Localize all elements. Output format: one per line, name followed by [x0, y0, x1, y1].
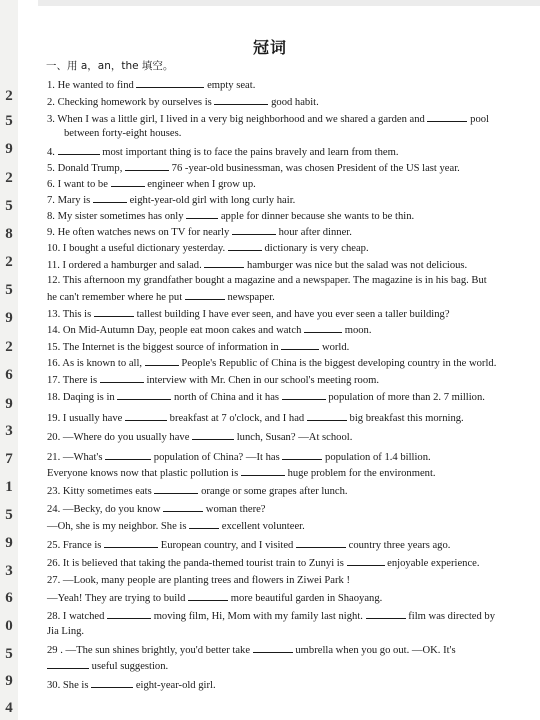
- margin-digit: 5: [5, 646, 13, 662]
- margin-digit: 5: [5, 198, 13, 214]
- answer-blank[interactable]: [281, 340, 319, 350]
- margin-digit: 7: [5, 451, 13, 467]
- answer-blank[interactable]: [111, 177, 145, 187]
- answer-blank[interactable]: [163, 502, 203, 512]
- question-text: lunch, Susan? —At school.: [236, 432, 353, 443]
- question-text: 9. He often watches news on TV for nearly: [47, 227, 230, 238]
- answer-blank[interactable]: [296, 538, 346, 548]
- question-line: [47, 340, 519, 354]
- question-text: Jia Ling.: [47, 626, 85, 637]
- question-text: film was directed by: [408, 611, 496, 622]
- question-text: 5. Donald Trump,: [47, 163, 123, 174]
- answer-blank[interactable]: [241, 466, 285, 476]
- margin-digit: 5: [5, 282, 13, 298]
- question-text: population of China? —It has: [153, 452, 280, 463]
- question-text: 11. I ordered a hamburger and salad.: [47, 260, 202, 271]
- question-text: 19. I usually have: [47, 413, 123, 424]
- answer-blank[interactable]: [347, 556, 385, 566]
- question-text: 1. He wanted to find: [47, 80, 134, 91]
- question-text: —Oh, she is my neighbor. She is: [47, 521, 187, 532]
- question-continuation: [47, 290, 519, 304]
- answer-blank[interactable]: [105, 450, 151, 460]
- question-line: [47, 258, 519, 272]
- answer-blank[interactable]: [282, 450, 322, 460]
- answer-blank[interactable]: [125, 161, 169, 171]
- question-continuation: [47, 659, 519, 673]
- question-line: [47, 574, 519, 587]
- question-line: [47, 95, 519, 109]
- margin-digit: 9: [5, 141, 13, 157]
- margin-digit: 5: [5, 113, 13, 129]
- question-text: more beautiful garden in Shaoyang.: [230, 593, 383, 604]
- question-text: 30. She is: [47, 680, 89, 691]
- question-line: [47, 323, 519, 337]
- question-text: population of 1.4 billion.: [325, 452, 431, 463]
- question-line: [47, 591, 519, 605]
- question-text: Everyone knows now that plastic pollution is: [47, 468, 239, 479]
- question-text: 14. On Mid-Autumn Day, people eat moon cakes and watch: [47, 325, 302, 336]
- question-line: [47, 78, 519, 92]
- answer-blank[interactable]: [185, 290, 225, 300]
- question-text: 15. The Internet is the biggest source of information in: [47, 342, 279, 353]
- question-text: north of China and it has: [174, 392, 280, 403]
- question-text: 24. —Becky, do you know: [47, 504, 161, 515]
- question-text: 21. —What's: [47, 452, 103, 463]
- question-text: —Yeah! They are trying to build: [47, 593, 186, 604]
- margin-digit: 8: [5, 226, 13, 242]
- question-line: [47, 307, 519, 321]
- answer-blank[interactable]: [366, 609, 406, 619]
- question-line: [47, 538, 519, 552]
- margin-digit: 6: [5, 367, 13, 383]
- question-line: [47, 373, 519, 387]
- answer-blank[interactable]: [104, 538, 158, 548]
- question-line: [47, 274, 519, 287]
- question-text: 10. I bought a useful dictionary yesterday.: [47, 243, 226, 254]
- question-text: good habit.: [271, 97, 319, 108]
- question-line: [47, 356, 519, 370]
- question-text: 28. I watched: [47, 611, 105, 622]
- question-line: [47, 209, 519, 223]
- question-text: 29 . —The sun shines brightly, you'd better take: [47, 645, 251, 656]
- question-text: useful suggestion.: [91, 661, 169, 672]
- margin-digit: 3: [5, 423, 13, 439]
- question-text: orange or some grapes after lunch.: [201, 486, 348, 497]
- question-line: [47, 390, 519, 404]
- answer-blank[interactable]: [91, 678, 133, 688]
- question-text: woman there?: [205, 504, 266, 515]
- question-text: interview with Mr. Chen in our school's meeting room.: [146, 375, 380, 386]
- answer-blank[interactable]: [58, 145, 100, 155]
- question-text: 2. Checking homework by ourselves is: [47, 97, 212, 108]
- answer-blank[interactable]: [228, 241, 262, 251]
- question-text: eight-year-old girl with long curly hair.: [129, 195, 296, 206]
- question-text: 18. Daqing is in: [47, 392, 115, 403]
- question-text: moon.: [344, 325, 372, 336]
- question-text: 16. As is known to all,: [47, 358, 143, 369]
- question-line: [47, 484, 519, 498]
- question-text: 13. This is: [47, 309, 92, 320]
- answer-blank[interactable]: [304, 323, 342, 333]
- question-text: empty seat.: [207, 80, 256, 91]
- question-text: 3. When I was a little girl, I lived in a very big neighborhood and we shared a garden and: [47, 114, 425, 125]
- answer-blank[interactable]: [145, 356, 179, 366]
- question-line: [47, 450, 519, 464]
- question-line: [47, 145, 519, 159]
- question-text: he can't remember where he put: [47, 292, 183, 303]
- answer-blank[interactable]: [93, 193, 127, 203]
- answer-blank[interactable]: [125, 411, 167, 421]
- question-text: 7. Mary is: [47, 195, 91, 206]
- question-text: moving film, Hi, Mom with my family last night.: [153, 611, 363, 622]
- margin-digit: 2: [5, 88, 13, 104]
- answer-blank[interactable]: [232, 225, 276, 235]
- answer-blank[interactable]: [47, 659, 89, 669]
- margin-digit: 3: [5, 563, 13, 579]
- margin-digit: 9: [5, 673, 13, 689]
- question-text: 12. This afternoon my grandfather bought a magazine and a newspaper. The magazine is in his bag. But: [47, 275, 487, 286]
- margin-digit: 2: [5, 254, 13, 270]
- question-line: [47, 609, 519, 623]
- question-line: [47, 643, 519, 657]
- question-line: [47, 430, 519, 444]
- question-text: 6. I want to be: [47, 179, 108, 190]
- question-text: between forty-eight houses.: [64, 128, 182, 139]
- answer-blank[interactable]: [154, 484, 198, 494]
- answer-blank[interactable]: [107, 609, 151, 619]
- question-text: hour after dinner.: [278, 227, 352, 238]
- question-text: enjoyable experience.: [387, 558, 480, 569]
- margin-digit: 5: [5, 507, 13, 523]
- question-text: hamburger was nice but the salad was not delicious.: [247, 260, 468, 271]
- question-continuation: [64, 127, 536, 140]
- page-title: 冠词: [252, 38, 287, 57]
- margin-digit: 1: [5, 479, 13, 495]
- section-instruction: 一、用 a，an，the 填空。: [46, 60, 174, 72]
- answer-blank[interactable]: [427, 112, 467, 122]
- answer-blank[interactable]: [204, 258, 244, 268]
- answer-blank[interactable]: [117, 390, 171, 400]
- question-line: [47, 502, 519, 516]
- question-line: [47, 193, 519, 207]
- top-edge: [38, 0, 540, 6]
- question-text: eight-year-old girl.: [135, 680, 216, 691]
- answer-blank[interactable]: [100, 373, 144, 383]
- question-text: 8. My sister sometimes has only: [47, 211, 184, 222]
- question-line: [47, 177, 519, 191]
- answer-blank[interactable]: [214, 95, 268, 105]
- question-text: 26. It is believed that taking the panda-themed tourist train to Zunyi is: [47, 558, 344, 569]
- answer-blank[interactable]: [186, 209, 218, 219]
- margin-digit: 2: [5, 170, 13, 186]
- answer-blank[interactable]: [282, 390, 326, 400]
- answer-blank[interactable]: [94, 307, 134, 317]
- question-text: excellent volunteer.: [221, 521, 305, 532]
- question-line: [47, 112, 519, 126]
- question-text: People's Republic of China is the biggest developing country in the world.: [181, 358, 497, 369]
- question-line: [47, 225, 519, 239]
- margin-digit: 9: [5, 535, 13, 551]
- question-text: 76 -year-old businessman, was chosen President of the US last year.: [171, 163, 460, 174]
- answer-blank[interactable]: [188, 591, 228, 601]
- question-text: tallest building I have ever seen, and have you ever seen a taller building?: [136, 309, 450, 320]
- question-text: country three years ago.: [348, 540, 451, 551]
- margin-digit: 2: [5, 339, 13, 355]
- question-line: [47, 241, 519, 255]
- question-line: [47, 556, 519, 570]
- left-margin-strip: [0, 0, 18, 720]
- margin-digit: 4: [5, 700, 13, 716]
- question-text: most important thing is to face the pains bravely and learn from them.: [102, 147, 399, 158]
- question-line: [47, 411, 519, 425]
- question-line: [47, 519, 519, 533]
- question-text: 17. There is: [47, 375, 98, 386]
- answer-blank[interactable]: [136, 78, 204, 88]
- question-text: big breakfast this morning.: [349, 413, 464, 424]
- question-text: pool: [470, 114, 489, 125]
- question-text: engineer when I grow up.: [147, 179, 256, 190]
- answer-blank[interactable]: [253, 643, 293, 653]
- question-text: 4.: [47, 147, 55, 158]
- question-text: European country, and I visited: [160, 540, 294, 551]
- margin-digit: 9: [5, 310, 13, 326]
- question-text: 27. —Look, many people are planting trees and flowers in Ziwei Park !: [47, 575, 351, 586]
- answer-blank[interactable]: [307, 411, 347, 421]
- question-text: 23. Kitty sometimes eats: [47, 486, 152, 497]
- question-line: [47, 678, 519, 692]
- question-text: 25. France is: [47, 540, 102, 551]
- answer-blank[interactable]: [189, 519, 219, 529]
- question-line: [47, 161, 519, 175]
- question-continuation: [47, 625, 519, 638]
- question-text: apple for dinner because she wants to be thin.: [220, 211, 415, 222]
- margin-digit: 6: [5, 590, 13, 606]
- question-text: breakfast at 7 o'clock, and I had: [169, 413, 305, 424]
- question-text: population of more than 2. 7 million.: [328, 392, 485, 403]
- question-text: newspaper.: [227, 292, 275, 303]
- question-text: umbrella when you go out. —OK. It's: [295, 645, 456, 656]
- answer-blank[interactable]: [192, 430, 234, 440]
- margin-digit: 0: [5, 618, 13, 634]
- question-text: world.: [321, 342, 350, 353]
- question-text: 20. —Where do you usually have: [47, 432, 190, 443]
- margin-digit: 9: [5, 396, 13, 412]
- question-text: dictionary is very cheap.: [264, 243, 369, 254]
- question-line: [47, 466, 519, 480]
- question-text: huge problem for the environment.: [287, 468, 436, 479]
